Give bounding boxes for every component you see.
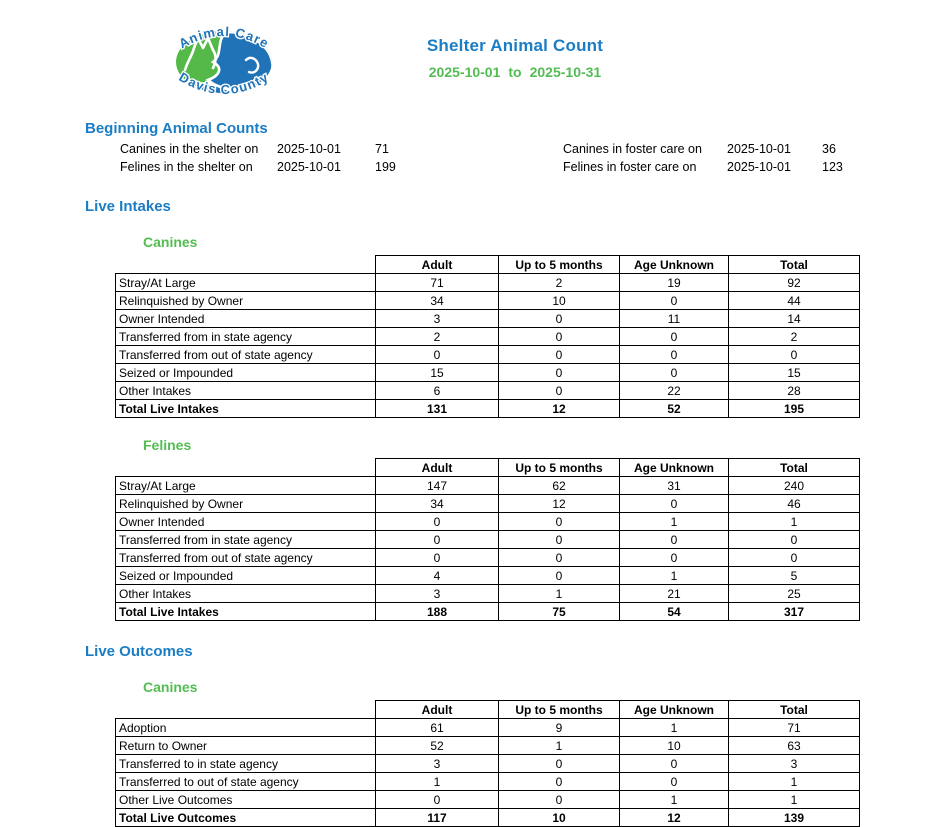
species-heading-felines: Felines: [143, 437, 192, 453]
count-cell: 1: [620, 719, 729, 737]
count-cell: 0: [729, 531, 860, 549]
row-label-cell: Return to Owner: [116, 737, 376, 755]
count-cell: 31: [620, 477, 729, 495]
count-cell: 52: [376, 737, 499, 755]
row-label-cell: Stray/At Large: [116, 274, 376, 292]
count-cell: 1: [620, 791, 729, 809]
corner-cell: [116, 256, 376, 274]
table-row: [116, 382, 860, 400]
count-cell: 6: [376, 382, 499, 400]
species-heading-canines: Canines: [143, 234, 198, 250]
total-row: [116, 603, 860, 621]
column-header: Up to 5 months: [499, 459, 620, 477]
count-cell: 0: [729, 549, 860, 567]
count-cell: 2: [729, 328, 860, 346]
count-cell: 0: [376, 346, 499, 364]
count-cell: 44: [729, 292, 860, 310]
column-header: Adult: [376, 701, 499, 719]
count-cell: 240: [729, 477, 860, 495]
count-cell: 3: [376, 310, 499, 328]
count-cell: 1: [376, 773, 499, 791]
count-cell: 0: [499, 531, 620, 549]
count-cell: 63: [729, 737, 860, 755]
column-header: Total: [729, 256, 860, 274]
row-label-cell: Transferred from in state agency: [116, 328, 376, 346]
count-value: 123: [822, 159, 843, 174]
count-cell: 0: [376, 791, 499, 809]
count-cell: 0: [499, 773, 620, 791]
row-label-cell: Other Intakes: [116, 585, 376, 603]
count-cell: 0: [499, 346, 620, 364]
row-label-cell: Adoption: [116, 719, 376, 737]
table-row: [116, 567, 860, 585]
column-header: Adult: [376, 256, 499, 274]
column-header: Age Unknown: [620, 701, 729, 719]
org-logo: [158, 8, 290, 110]
row-label-cell: Relinquished by Owner: [116, 495, 376, 513]
count-cell: 0: [499, 549, 620, 567]
count-cell: 0: [620, 531, 729, 549]
count-cell: 0: [620, 755, 729, 773]
column-header: Total: [729, 701, 860, 719]
count-cell: 12: [499, 495, 620, 513]
count-cell: 0: [499, 791, 620, 809]
count-cell: 0: [620, 328, 729, 346]
count-cell: 0: [499, 567, 620, 585]
intakes-felines-table: [115, 458, 860, 621]
section-heading-live-outcomes: Live Outcomes: [85, 643, 193, 660]
count-cell: 1: [729, 513, 860, 531]
report-date-range: [330, 64, 700, 80]
count-date: 2025-10-01: [727, 159, 791, 174]
table-row: [116, 328, 860, 346]
column-header: Up to 5 months: [499, 256, 620, 274]
animal-care-logo-icon: [158, 8, 290, 110]
count-cell: 317: [729, 603, 860, 621]
table-row: [116, 773, 860, 791]
row-label-cell: Seized or Impounded: [116, 364, 376, 382]
date-range-end: 2025-10-31: [529, 64, 602, 80]
row-label-cell: Transferred to in state agency: [116, 755, 376, 773]
count-cell: 54: [620, 603, 729, 621]
live-intakes-section: [0, 198, 928, 621]
table-row: [116, 477, 860, 495]
count-cell: 15: [729, 364, 860, 382]
table-row: [116, 549, 860, 567]
row-label-cell: Total Live Intakes: [116, 400, 376, 418]
count-cell: 2: [376, 328, 499, 346]
count-cell: 0: [620, 292, 729, 310]
count-cell: 131: [376, 400, 499, 418]
logo-top-text: Animal Care: [176, 23, 272, 52]
row-label-cell: Seized or Impounded: [116, 567, 376, 585]
column-header: Age Unknown: [620, 459, 729, 477]
row-label-cell: Transferred from out of state agency: [116, 549, 376, 567]
count-label: Felines in foster care on: [563, 159, 697, 174]
count-cell: 46: [729, 495, 860, 513]
count-cell: 22: [620, 382, 729, 400]
count-cell: 3: [376, 585, 499, 603]
count-cell: 10: [499, 292, 620, 310]
count-cell: 62: [499, 477, 620, 495]
beginning-counts-row: [120, 159, 928, 177]
table-header-row: [116, 256, 860, 274]
count-cell: 4: [376, 567, 499, 585]
count-cell: 0: [620, 346, 729, 364]
count-value: 36: [822, 142, 836, 156]
species-heading-canines-outcomes: Canines: [143, 679, 198, 695]
date-range-to-label: to: [508, 64, 522, 80]
count-date: 2025-10-01: [277, 142, 341, 156]
count-cell: 188: [376, 603, 499, 621]
count-cell: 0: [620, 495, 729, 513]
count-cell: 11: [620, 310, 729, 328]
table-header-row: [116, 459, 860, 477]
row-label-cell: Other Intakes: [116, 382, 376, 400]
beginning-animal-counts-section: [0, 120, 928, 176]
count-cell: 3: [376, 755, 499, 773]
date-range-start: 2025-10-01: [428, 64, 501, 80]
count-cell: 0: [499, 382, 620, 400]
table-row: [116, 513, 860, 531]
count-cell: 0: [499, 513, 620, 531]
count-cell: 0: [376, 531, 499, 549]
count-cell: 75: [499, 603, 620, 621]
intakes-canines-table: [115, 255, 860, 418]
count-cell: 1: [499, 585, 620, 603]
count-cell: 28: [729, 382, 860, 400]
count-cell: 117: [376, 809, 499, 827]
column-header: Total: [729, 459, 860, 477]
corner-cell: [116, 701, 376, 719]
count-date: 2025-10-01: [277, 159, 341, 174]
count-label: Canines in foster care on: [563, 142, 702, 156]
count-cell: 71: [376, 274, 499, 292]
count-cell: 195: [729, 400, 860, 418]
corner-cell: [116, 459, 376, 477]
row-label-cell: Total Live Intakes: [116, 603, 376, 621]
table-row: [116, 719, 860, 737]
table-row: [116, 585, 860, 603]
count-cell: 0: [376, 513, 499, 531]
row-label-cell: Transferred from out of state agency: [116, 346, 376, 364]
count-cell: 1: [620, 513, 729, 531]
count-cell: 1: [729, 773, 860, 791]
report-header: [0, 0, 928, 120]
count-cell: 3: [729, 755, 860, 773]
table-row: [116, 274, 860, 292]
count-cell: 19: [620, 274, 729, 292]
table-row: [116, 292, 860, 310]
count-cell: 15: [376, 364, 499, 382]
row-label-cell: Owner Intended: [116, 310, 376, 328]
count-cell: 9: [499, 719, 620, 737]
count-cell: 0: [499, 310, 620, 328]
count-cell: 0: [620, 364, 729, 382]
count-label: Canines in the shelter on: [120, 142, 259, 156]
count-cell: 10: [499, 809, 620, 827]
count-cell: 0: [729, 346, 860, 364]
count-cell: 1: [729, 791, 860, 809]
table-row: [116, 755, 860, 773]
total-row: [116, 400, 860, 418]
count-cell: 147: [376, 477, 499, 495]
logo-bottom-text: Davis County: [176, 69, 272, 98]
table-header-row: [116, 701, 860, 719]
count-cell: 25: [729, 585, 860, 603]
count-cell: 61: [376, 719, 499, 737]
table-row: [116, 310, 860, 328]
count-cell: 0: [620, 773, 729, 791]
count-cell: 2: [499, 274, 620, 292]
table-row: [116, 531, 860, 549]
count-cell: 139: [729, 809, 860, 827]
count-cell: 92: [729, 274, 860, 292]
outcomes-canines-table: [115, 700, 860, 827]
count-cell: 12: [499, 400, 620, 418]
row-label-cell: Stray/At Large: [116, 477, 376, 495]
column-header: Up to 5 months: [499, 701, 620, 719]
row-label-cell: Transferred from in state agency: [116, 531, 376, 549]
title-block: [330, 36, 700, 80]
count-cell: 34: [376, 495, 499, 513]
count-cell: 1: [620, 567, 729, 585]
count-cell: 14: [729, 310, 860, 328]
count-cell: 21: [620, 585, 729, 603]
row-label-cell: Transferred to out of state agency: [116, 773, 376, 791]
count-value: 199: [375, 159, 396, 174]
count-cell: 12: [620, 809, 729, 827]
row-label-cell: Owner Intended: [116, 513, 376, 531]
section-heading-live-intakes: Live Intakes: [85, 198, 171, 215]
table-row: [116, 364, 860, 382]
column-header: Age Unknown: [620, 256, 729, 274]
count-cell: 0: [620, 549, 729, 567]
row-label-cell: Relinquished by Owner: [116, 292, 376, 310]
section-heading-beginning-counts: Beginning Animal Counts: [85, 120, 268, 137]
row-label-cell: Other Live Outcomes: [116, 791, 376, 809]
table-row: [116, 791, 860, 809]
live-outcomes-section: [0, 643, 928, 827]
count-cell: 5: [729, 567, 860, 585]
table-row: [116, 495, 860, 513]
page-title: Shelter Animal Count: [426, 36, 604, 55]
count-cell: 0: [499, 328, 620, 346]
count-date: 2025-10-01: [727, 142, 791, 156]
count-cell: 10: [620, 737, 729, 755]
table-row: [116, 346, 860, 364]
count-cell: 0: [376, 549, 499, 567]
beginning-counts-row: [120, 141, 928, 159]
count-cell: 52: [620, 400, 729, 418]
count-cell: 1: [499, 737, 620, 755]
table-row: [116, 737, 860, 755]
row-label-cell: Total Live Outcomes: [116, 809, 376, 827]
count-cell: 34: [376, 292, 499, 310]
count-value: 71: [375, 142, 389, 156]
count-cell: 0: [499, 755, 620, 773]
count-cell: 71: [729, 719, 860, 737]
count-cell: 0: [499, 364, 620, 382]
column-header: Adult: [376, 459, 499, 477]
count-label: Felines in the shelter on: [120, 159, 253, 174]
